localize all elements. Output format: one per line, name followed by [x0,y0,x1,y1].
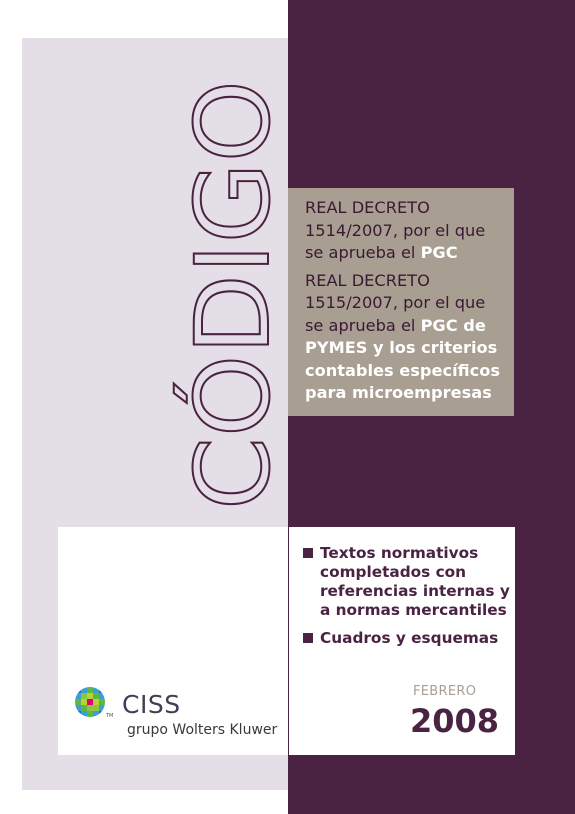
decree-1514 [305,197,504,265]
feature-item [303,544,513,620]
decree-1515-highlight: PGC de PYMES y los criterios contables específicos para microempresas [305,315,500,402]
decree-1515 [305,270,504,405]
publisher-name: CISS [122,690,181,719]
codigo-title-text: CÓDIGO [174,90,293,510]
vertical-divider [288,527,289,755]
square-bullet-icon [303,548,313,558]
feature-text: Cuadros y esquemas [320,629,499,647]
feature-item [303,629,513,648]
square-bullet-icon [303,633,313,643]
decree-1514-text: REAL DECRETO 1514/2007, por el que se aprueba el [305,198,486,262]
features-list [303,544,513,657]
decree-1515-text: REAL DECRETO 1515/2007, por el que se aprueba el [305,270,486,335]
info-box [58,527,515,755]
publisher-group: grupo Wolters Kluwer [127,722,278,738]
decree-1514-highlight: PGC [420,243,458,262]
trademark-mark: TM [106,713,114,719]
feature-text: Textos normativos completados con referencias internas y a normas mercantiles [320,544,510,619]
edition-year: 2008 [410,702,500,740]
decrees-box [288,188,514,416]
edition-month: FEBRERO [413,684,477,699]
ciss-logo-icon [75,687,105,717]
